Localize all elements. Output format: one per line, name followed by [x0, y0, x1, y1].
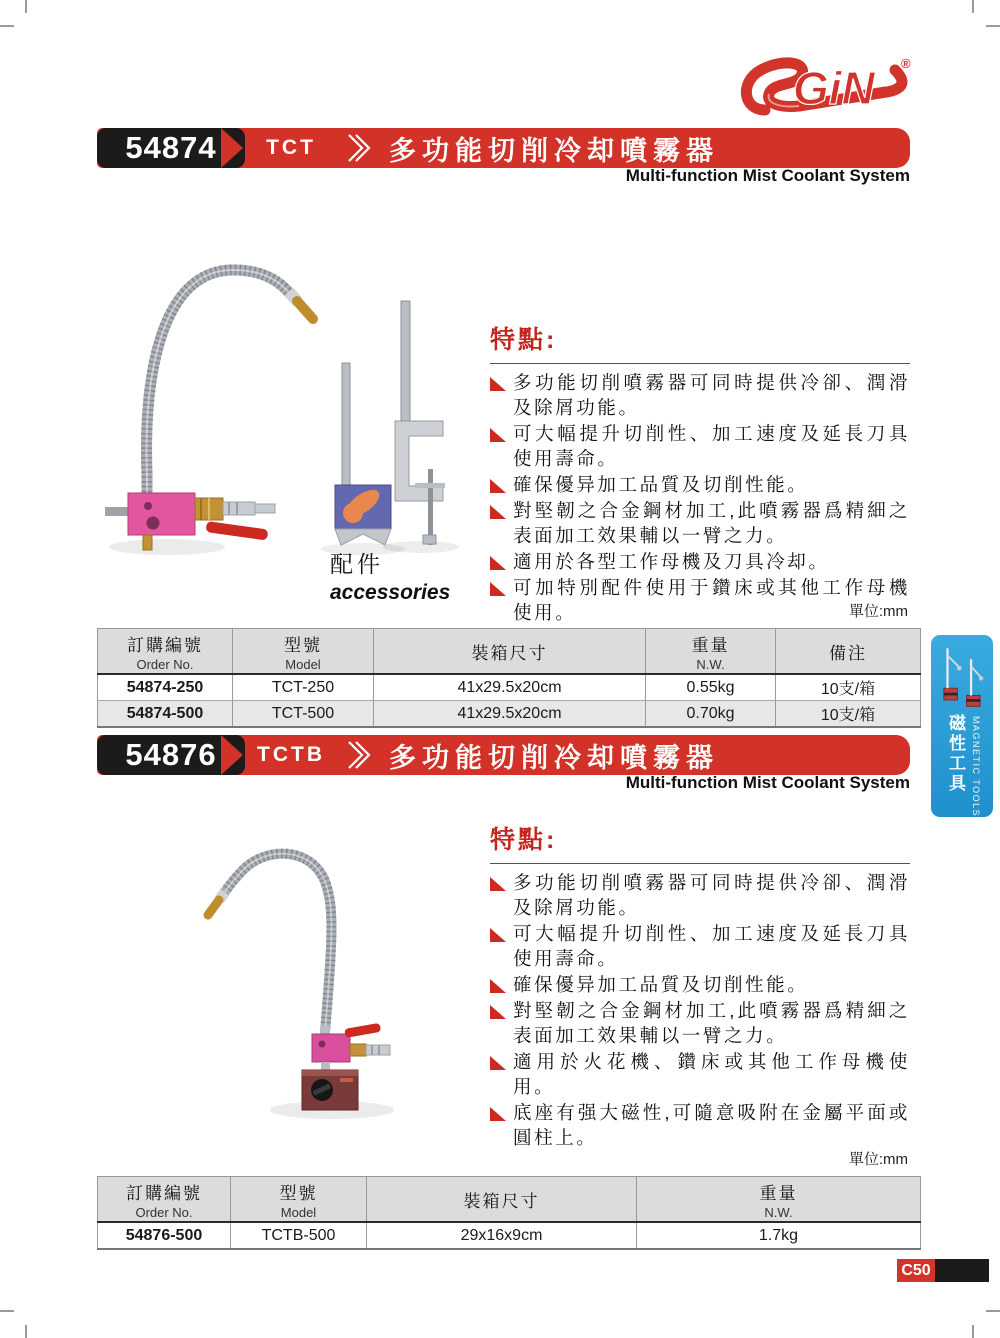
triangle-bullet-icon — [490, 556, 506, 570]
table-header-row — [98, 629, 921, 675]
model-code: TCTB — [257, 743, 325, 766]
category-tab-label-en: MAGNETIC TOOLS — [971, 715, 981, 817]
table-row — [98, 674, 921, 701]
features-section-2 — [490, 820, 910, 1150]
feature-item: 適用於火花機、鑽床或其他工作母機使用。 — [490, 1049, 910, 1099]
feature-item: 可大幅提升切削性、加工速度及延長刀具使用壽命。 — [490, 921, 910, 971]
triangle-bullet-icon — [490, 582, 506, 596]
accessories-label-en: accessories — [330, 581, 451, 604]
cell-model: TCT-250 — [233, 674, 374, 701]
col-order-no: 訂購編號 Order No. — [98, 629, 233, 675]
feature-item: 底座有强大磁性,可隨意吸附在金屬平面或圓柱上。 — [490, 1100, 910, 1150]
col-model: 型號 Model — [233, 629, 374, 675]
feature-item: 確保優异加工品質及切削性能。 — [490, 972, 910, 997]
features-heading: 特點: — [490, 320, 910, 364]
model-code: TCT — [266, 136, 316, 159]
crop-mark — [25, 1325, 27, 1338]
col-size: 裝箱尺寸 — [374, 629, 646, 675]
cell-weight: 0.55kg — [646, 674, 776, 701]
feature-item: 確保優异加工品質及切削性能。 — [490, 472, 910, 497]
crop-mark — [25, 0, 27, 13]
table-row — [98, 701, 921, 728]
section-title-zh: 多功能切削冷却噴霧器 — [389, 742, 719, 773]
col-order-no: 訂購編號 Order No. — [98, 1177, 231, 1223]
spec-table-54876 — [97, 1176, 921, 1250]
spec-table-54874 — [97, 628, 921, 728]
triangle-bullet-icon — [490, 428, 506, 442]
col-size: 裝箱尺寸 — [367, 1177, 637, 1223]
arrow-icon — [221, 735, 243, 775]
page-marker-bar — [935, 1259, 989, 1282]
page-marker — [897, 1259, 989, 1282]
gin-logo — [735, 52, 925, 128]
cell-model: TCTB-500 — [231, 1222, 367, 1249]
triangle-bullet-icon — [490, 505, 506, 519]
cell-order-no: 54874-500 — [98, 701, 233, 728]
crop-mark — [972, 0, 974, 13]
unit-note: 單位:mm — [848, 603, 908, 620]
crop-mark — [972, 1325, 974, 1338]
section-title-zh: 多功能切削冷却噴霧器 — [389, 135, 719, 166]
cell-note: 10支/箱 — [776, 674, 921, 701]
feature-item: 適用於各型工作母機及刀具冷却。 — [490, 549, 910, 574]
feature-item: 多功能切削噴霧器可同時提供冷卻、潤滑及除屑功能。 — [490, 370, 910, 420]
arrow-icon — [221, 128, 243, 168]
table-header-row — [98, 1177, 921, 1223]
page-number: C50 — [897, 1259, 935, 1282]
triangle-bullet-icon — [490, 979, 506, 993]
section-title-en: Multi-function Mist Coolant System — [625, 166, 910, 185]
accessories-label-zh: 配件 — [330, 551, 384, 577]
table-row — [98, 1222, 921, 1249]
category-tab-label-zh: 磁性工具 — [946, 713, 965, 794]
triangle-bullet-icon — [490, 928, 506, 942]
feature-item: 可大幅提升切削性、加工速度及延長刀具使用壽命。 — [490, 421, 910, 471]
cell-model: TCT-500 — [233, 701, 374, 728]
crop-mark — [986, 25, 1000, 27]
magnetic-tools-icon — [937, 641, 987, 712]
order-code: 54874 — [125, 130, 217, 165]
triangle-bullet-icon — [490, 1005, 506, 1019]
features-heading: 特點: — [490, 820, 910, 864]
chevron-right-icon — [345, 739, 373, 776]
gin-logo-graphic — [735, 52, 925, 128]
svg-text:GiN: GiN — [793, 62, 875, 114]
col-weight: 重量 N.W. — [637, 1177, 921, 1223]
accessories-label — [330, 546, 500, 605]
chevron-right-icon — [345, 132, 373, 169]
crop-mark — [986, 1310, 1000, 1312]
triangle-bullet-icon — [490, 377, 506, 391]
crop-mark — [0, 25, 14, 27]
cell-order-no: 54874-250 — [98, 674, 233, 701]
crop-mark — [0, 1310, 14, 1312]
feature-item: 對堅韌之合金鋼材加工,此噴霧器爲精細之表面加工效果輔以一臂之力。 — [490, 998, 910, 1048]
order-code: 54876 — [125, 737, 217, 772]
col-model: 型號 Model — [231, 1177, 367, 1223]
features-section-1 — [490, 320, 910, 625]
cell-order-no: 54876-500 — [98, 1222, 231, 1249]
cell-size: 41x29.5x20cm — [374, 674, 646, 701]
cell-size: 29x16x9cm — [367, 1222, 637, 1249]
col-weight: 重量 N.W. — [646, 629, 776, 675]
triangle-bullet-icon — [490, 1056, 506, 1070]
col-note: 備注 — [776, 629, 921, 675]
section-header-bar-54874 — [97, 128, 910, 168]
triangle-bullet-icon — [490, 479, 506, 493]
unit-note: 單位:mm — [848, 1151, 908, 1168]
feature-item: 可加特別配件使用于鑽床或其他工作母機使用。 — [490, 575, 910, 625]
svg-text:®: ® — [901, 56, 911, 71]
section-header-bar-54876 — [97, 735, 910, 775]
section-title-en: Multi-function Mist Coolant System — [625, 773, 910, 792]
cell-weight: 0.70kg — [646, 701, 776, 728]
category-tab-magnetic-tools — [931, 635, 993, 817]
cell-weight: 1.7kg — [637, 1222, 921, 1249]
triangle-bullet-icon — [490, 1107, 506, 1121]
cell-note: 10支/箱 — [776, 701, 921, 728]
triangle-bullet-icon — [490, 877, 506, 891]
product-image-tctb — [180, 838, 460, 1143]
cell-size: 41x29.5x20cm — [374, 701, 646, 728]
feature-item: 多功能切削噴霧器可同時提供冷卻、潤滑及除屑功能。 — [490, 870, 910, 920]
feature-item: 對堅韌之合金鋼材加工,此噴霧器爲精細之表面加工效果輔以一臂之力。 — [490, 498, 910, 548]
